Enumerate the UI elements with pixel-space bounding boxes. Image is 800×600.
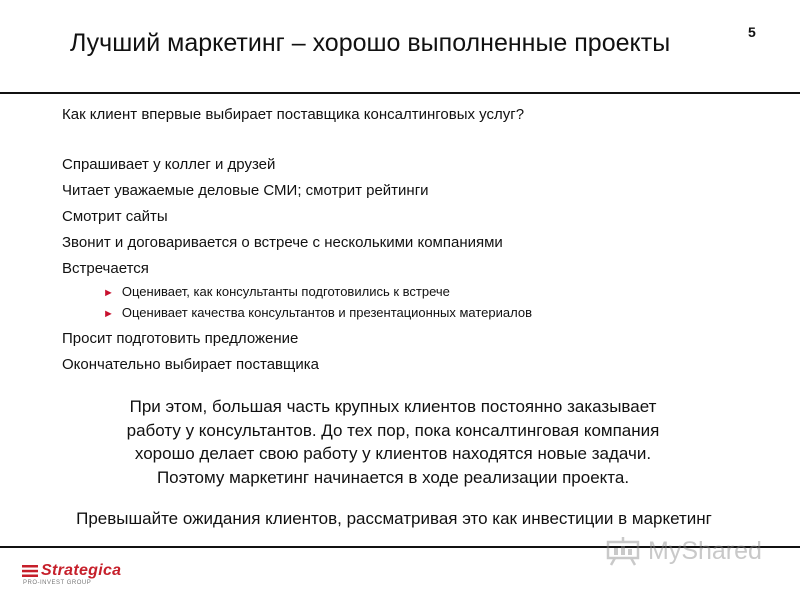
step-item: Встречается (62, 260, 149, 277)
logo-mark-icon (22, 564, 39, 578)
sub-step-item (103, 284, 450, 299)
title-divider (0, 92, 800, 94)
step-item: Спрашивает у коллег и друзей (62, 156, 276, 173)
step-item: Просит подготовить предложение (62, 330, 299, 347)
sub-step-label: Оценивает качества консультантов и презентационных материалов (121, 305, 532, 320)
step-item: Читает уважаемые деловые СМИ; смотрит рейтинги (62, 182, 429, 199)
step-item: Окончательно выбирает поставщика (62, 356, 319, 373)
logo-subtitle: PRO-INVEST GROUP (23, 580, 92, 586)
question-heading: Как клиент впервые выбирает поставщика консалтинговых услуг? (62, 106, 525, 123)
sub-step-label: Оценивает, как консультанты подготовились к встрече (121, 284, 450, 299)
summary-paragraph (40, 395, 746, 489)
paragraph-line: работу у консультантов. До тех пор, пока консалтинговая компания (126, 420, 660, 440)
page-number: 5 (748, 24, 756, 40)
slide-title: Лучший маркетинг – хорошо выполненные проекты (70, 29, 671, 57)
paragraph-line: Поэтому маркетинг начинается в ходе реализации проекта. (156, 467, 630, 487)
tagline: Превышайте ожидания клиентов, рассматривая это как инвестиции в маркетинг (76, 509, 712, 528)
paragraph-line: При этом, большая часть крупных клиентов постоянно заказывает (129, 397, 657, 416)
step-item: Звонит и договаривается о встрече с несколькими компаниями (62, 234, 503, 251)
paragraph-line: хорошо делает свою работу у клиентов находятся новые задачи. (134, 444, 652, 463)
sub-step-item (103, 305, 532, 320)
triangle-bullet-icon: ► (103, 308, 114, 320)
presentation-board-icon (606, 536, 642, 566)
company-logo (22, 562, 121, 586)
watermark (606, 536, 762, 566)
watermark-text: MyShared (648, 536, 762, 565)
logo-name: Strategica (41, 562, 122, 579)
step-item: Смотрит сайты (62, 208, 168, 225)
triangle-bullet-icon: ► (103, 287, 114, 299)
